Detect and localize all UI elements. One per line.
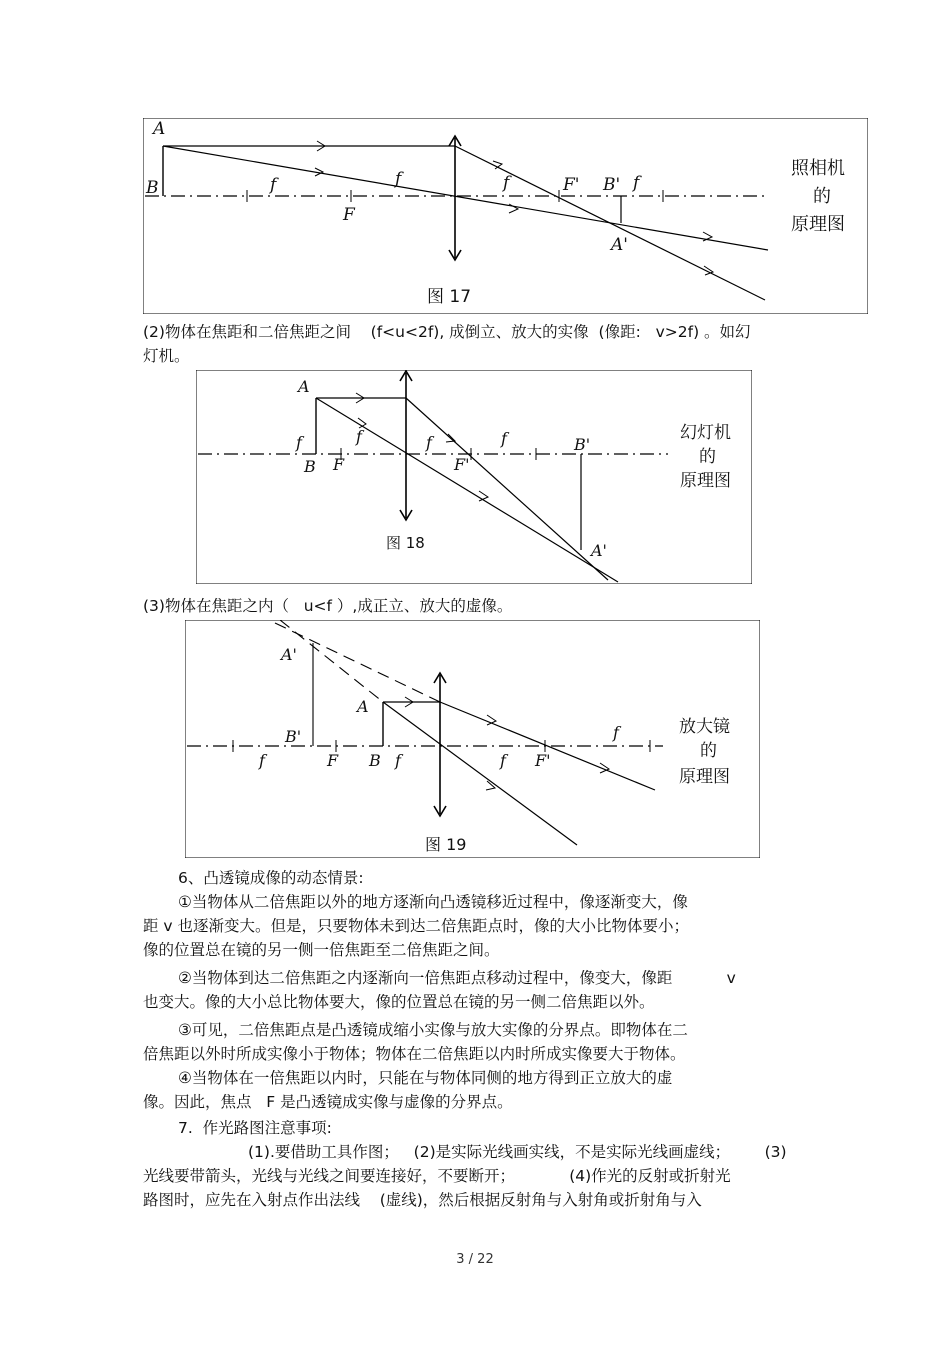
page-number: 3 / 22 — [456, 1252, 494, 1267]
figure-caption: 图 18 — [386, 534, 425, 552]
label-f: f — [503, 173, 510, 193]
label-F: F — [327, 751, 339, 770]
side-label-line1: 放大镜 — [679, 717, 730, 737]
side-label-line2: 的 — [699, 447, 716, 467]
section-6-item3-line1: ③可见，二倍焦距点是凸透镜成缩小实像与放大实像的分界点。即物体在二 — [178, 1021, 688, 1039]
label-F-prime: F' — [563, 175, 580, 195]
label-A: A — [298, 377, 310, 396]
label-B: B — [304, 457, 316, 476]
figure-18-projector-diagram — [196, 370, 752, 584]
section-7-line3: 路图时，应先在入射点作出法线 (虚线)，然后根据反射角与入射角或折射角与入 — [143, 1191, 702, 1209]
label-B-prime: B' — [603, 175, 621, 195]
label-f: f — [426, 433, 432, 452]
label-B: B — [369, 751, 381, 770]
label-B-prime: B' — [285, 727, 302, 746]
paragraph-2-line2: 灯机。 — [143, 347, 190, 365]
section-6-item1-line1: ①当物体从二倍焦距以外的地方逐渐向凸透镜移近过程中，像逐渐变大，像 — [178, 893, 688, 911]
label-A-prime: A' — [591, 541, 607, 560]
side-label-line3: 原理图 — [679, 767, 730, 787]
section-6-item1-line2: 距 v 也逐渐变大。但是，只要物体未到达二倍焦距点时，像的大小比物体要小； — [143, 917, 690, 935]
label-F-prime: F' — [535, 751, 551, 770]
side-label-line1: 幻灯机 — [680, 423, 731, 443]
side-label-line3: 原理图 — [680, 471, 731, 491]
section-6-item4-line1: ④当物体在一倍焦距以内时，只能在与物体同侧的地方得到正立放大的虚 — [178, 1069, 673, 1087]
label-f: f — [395, 751, 401, 770]
side-label-line1: 照相机 — [791, 158, 845, 179]
label-A: A — [357, 697, 369, 716]
label-F: F — [343, 205, 355, 225]
side-label-line2: 的 — [700, 741, 717, 761]
label-F-prime: F' — [454, 455, 470, 474]
side-label-line2: 的 — [813, 186, 831, 207]
label-A-prime: A' — [611, 235, 628, 255]
label-A-prime: A' — [281, 645, 297, 664]
label-A: A — [153, 119, 166, 139]
label-f: f — [296, 433, 302, 452]
section-6-title: 6、凸透镜成像的动态情景: — [178, 869, 364, 887]
figure-caption: 图 19 — [425, 835, 467, 854]
label-F: F — [333, 455, 345, 474]
section-6-item3-line2: 倍焦距以外时所成实像小于物体；物体在二倍焦距以内时所成实像要大于物体。 — [143, 1045, 686, 1063]
side-label-line3: 原理图 — [791, 214, 845, 235]
figure-17-camera-diagram — [143, 118, 868, 314]
section-6-item1-line3: 像的位置总在镜的另一侧一倍焦距至二倍焦距之间。 — [143, 941, 500, 959]
label-f: f — [633, 173, 640, 193]
section-7-line2: 光线要带箭头，光线与光线之间要连接好，不要断开； (4)作光的反射或折射光 — [143, 1167, 731, 1185]
section-7-line1: (1).要借助工具作图； (2)是实际光线画实线，不是实际光线画虚线； (3) — [248, 1143, 787, 1161]
label-f: f — [356, 427, 362, 446]
paragraph-3-line1: (3)物体在焦距之内（ u<f ）,成正立、放大的虚像。 — [143, 597, 513, 615]
label-f: f — [501, 429, 507, 448]
label-f: f — [270, 175, 277, 195]
figure-19-magnifier-diagram — [185, 620, 760, 858]
label-f: f — [259, 751, 265, 770]
section-6-item2-line1: ②当物体到达二倍焦距之内逐渐向一倍焦距点移动过程中，像变大，像距 v — [178, 969, 736, 987]
label-B: B — [146, 178, 159, 198]
figure-caption: 图 17 — [427, 287, 472, 307]
label-f: f — [395, 169, 402, 189]
paragraph-2-line1: (2)物体在焦距和二倍焦距之间 (f<u<2f), 成倒立、放大的实像 (像距: v>2f) 。如幻 — [143, 323, 751, 341]
section-6-item2-line2: 也变大。像的大小总比物体要大，像的位置总在镜的另一侧二倍焦距以外。 — [143, 993, 655, 1011]
label-B-prime: B' — [574, 435, 591, 454]
section-6-item4-line2: 像。因此，焦点 F 是凸透镜成实像与虚像的分界点。 — [143, 1093, 513, 1111]
label-f: f — [613, 723, 619, 742]
section-7-title: 7. 作光路图注意事项: — [178, 1119, 332, 1137]
label-f: f — [500, 751, 506, 770]
